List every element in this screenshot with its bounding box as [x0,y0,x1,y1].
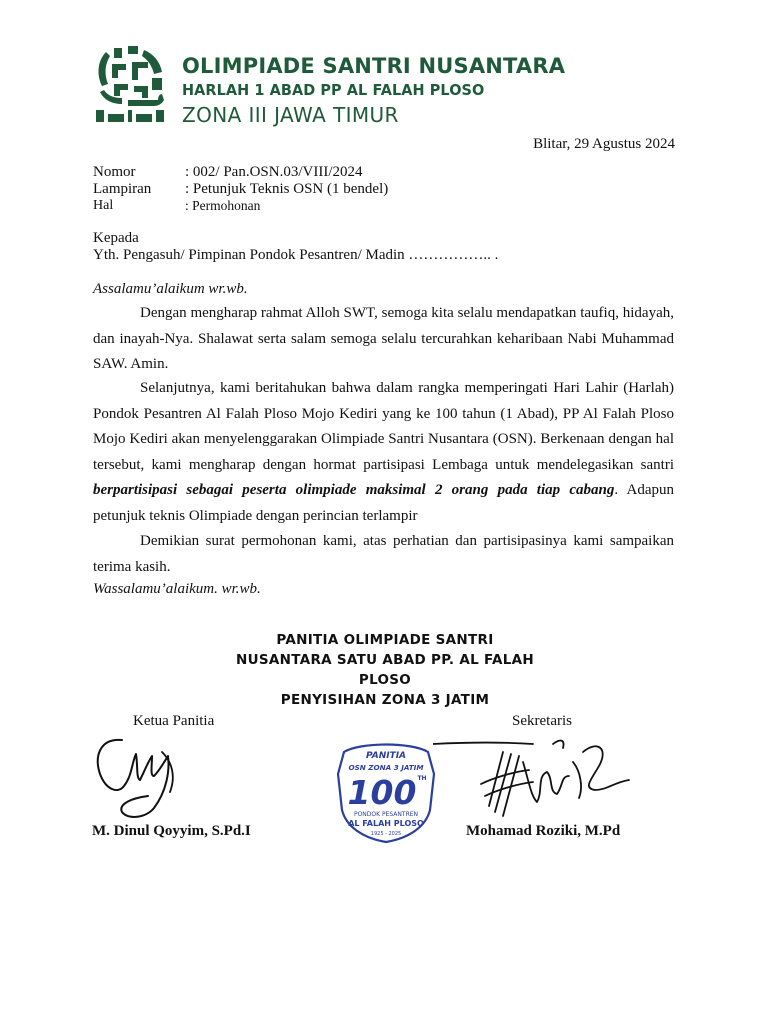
right-signatory-name: Mohamad Roziki, M.Pd [466,823,621,839]
closing-greeting: Wassalamu’alaikum. wr.wb. [93,581,261,597]
opening-greeting: Assalamu’alaikum wr.wb. [93,281,248,297]
stamp-line-1: PANITIA [365,751,407,761]
left-signature-icon [92,732,212,822]
stamp-number: 100 [347,773,417,812]
paragraph-2 [93,376,674,529]
addressee-line: Yth. Pengasuh/ Pimpinan Pondok Pesantren/ Madin …………….. . [93,247,499,263]
meta-value-hal: : Permohonan [185,198,261,213]
stamp-line-2: OSN ZONA 3 JATIM [348,763,424,772]
paragraph-1: Dengan mengharap rahmat Alloh SWT, semoga kita selalu mendapatkan taufiq, hidayah, dan inayah-Nya. Shalawat serta salam semoga selalu tercurahkan keharibaan Nabi Muhammad SAW. Amin. [93,305,674,372]
stamp-line-4: AL FALAH PLOSO [348,819,424,828]
meta-label-nomor: Nomor [93,164,136,180]
paragraph-2-text-c: . Adapun petunjuk teknis Olimpiade dengan perincian terlampir [93,482,674,524]
committee-line-1: PANITIA OLIMPIADE SANTRI [276,632,494,648]
committee-line-4: PENYISIHAN ZONA 3 JATIM [280,692,490,708]
right-signature-icon [433,732,633,827]
paragraph-2-emphasis: berpartisipasi sebagai peserta olimpiade maksimal 2 orang pada tiap cabang [93,482,615,498]
stamp-line-3: PONDOK PESANTREN [353,811,419,818]
header-title: OLIMPIADE SANTRI NUSANTARA [182,54,566,78]
committee-stamp-icon [330,734,442,846]
meta-value-lampiran: : Petunjuk Teknis OSN (1 bendel) [185,181,389,197]
letter-date: Blitar, 29 Agustus 2024 [533,136,675,152]
left-signatory-name: M. Dinul Qoyyim, S.Pd.I [92,823,251,839]
stamp-years: 1925 - 2025 [370,831,402,837]
committee-line-2: NUSANTARA SATU ABAD PP. AL FALAH [236,652,534,668]
paragraph-2-text-a: Selanjutnya, kami beritahukan bahwa dalam rangka memperingati Hari Lahir (Harlah) Pondok Pesantren Al Falah Ploso Mojo Kediri yang ke 100 tahun (1 Abad), PP Al Falah Ploso Mojo Kediri akan menyelenggarakan Olimpiade Santri Nusantara (OSN). Berkenaan dengan hal tersebut, kami mengharap dengan hormat partisipasi Lembaga untuk mendelegasikan santri [93,380,674,473]
meta-label-hal: Hal [93,198,114,213]
header-subtitle: HARLAH 1 ABAD PP AL FALAH PLOSO [182,81,485,99]
left-signatory-role: Ketua Panitia [133,713,215,729]
addressee-label: Kepada [93,230,139,246]
right-signatory-role: Sekretaris [512,713,572,729]
meta-label-lampiran: Lampiran [93,181,152,197]
stamp-suffix: TH [417,775,427,782]
meta-value-nomor: : 002/ Pan.OSN.03/VIII/2024 [185,164,363,180]
header-zone: ZONA III JAWA TIMUR [182,103,399,127]
paragraph-3: Demikian surat permohonan kami, atas perhatian dan partisipasinya kami sampaikan terima kasih. [93,533,674,575]
committee-line-3: PLOSO [358,672,412,688]
osn-logo-icon [92,44,170,126]
